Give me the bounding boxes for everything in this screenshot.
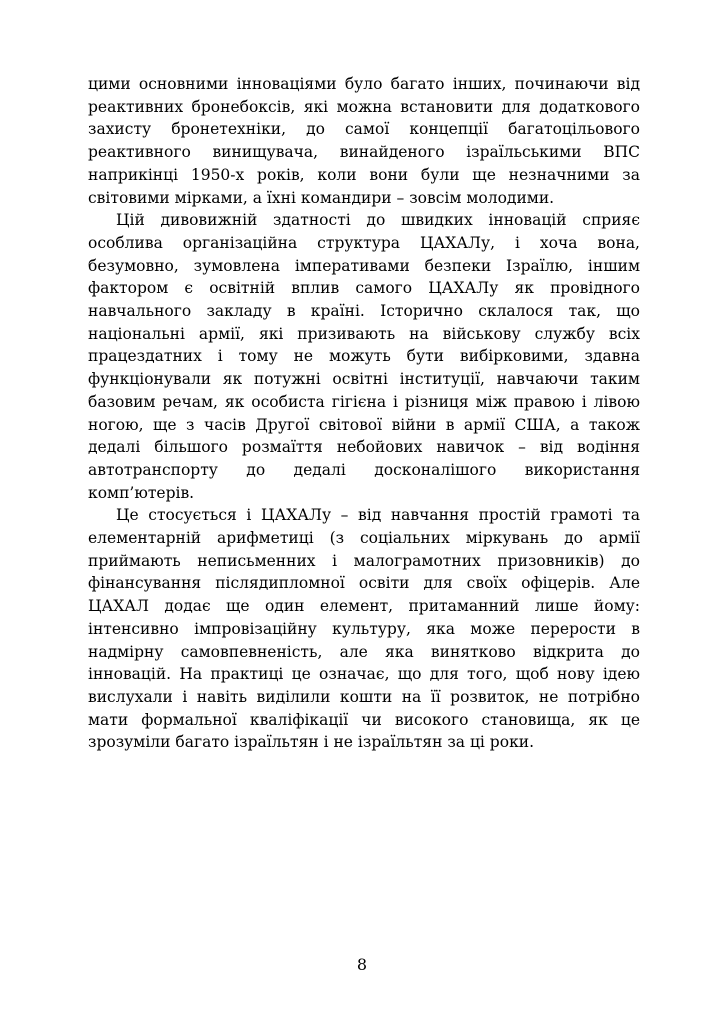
- page-number: 8: [356, 955, 368, 974]
- paragraph-idf-education: Це стосується і ЦАХАЛу – від навчання простій грамоті та елементарній арифметиці (з соціальних міркувань до армії приймають неписьменних і малограмотних призовників) до фінансування післядипломної освіти для своїх офіцерів. Але ЦАХАЛ додає ще один елемент, притаманний лише йому: інтенсивно імпровізаційну культуру, яка може перерости в надмірну самовпевненість, але яка винятково відкрита до інновацій. На практиці це означає, що для того, щоб нову ідею вислухали і навіть виділили кошти на її розвиток, не потрібно мати формальної кваліфікації чи високого становища, як це зрозуміли багато ізраїльтян і не ізраїльтян за ці роки.: [88, 506, 640, 752]
- paragraph-innovation-structure: Цій дивовижній здатності до швидких інновацій сприяє особлива організаційна структура ЦАХАЛу, і хоча вона, безумовно, зумовлена імперативами безпеки Ізраїлю, іншим фактором є освітній вплив самого ЦАХАЛу як провідного навчального закладу в країні. Історично склалося так, що національні армії, які призивають на військову службу всіх працездатних і тому не можуть бути вибірковими, здавна функціонували як потужні освітні інституції, навчаючи таким базовим речам, як особиста гігієна і різниця між правою і лівою ногою, ще з часів Другої світової війни в армії США, а також дедалі більшого розмаїття небойових навичок – від водіння автотранспорту до дедалі досконалішого використання комп’ютерів.: [88, 211, 640, 502]
- page-body: [88, 73, 640, 754]
- paragraph-continuation: цими основними інноваціями було багато інших, починаючи від реактивних бронебоксів, які можна встановити для додаткового захисту бронетехніки, до самої концепції багатоцільового реактивного винищувача, винайденого ізраїльськими ВПС наприкінці 1950-х років, коли вони були ще незначними за світовими мірками, а їхні командири – зовсім молодими.: [88, 75, 640, 207]
